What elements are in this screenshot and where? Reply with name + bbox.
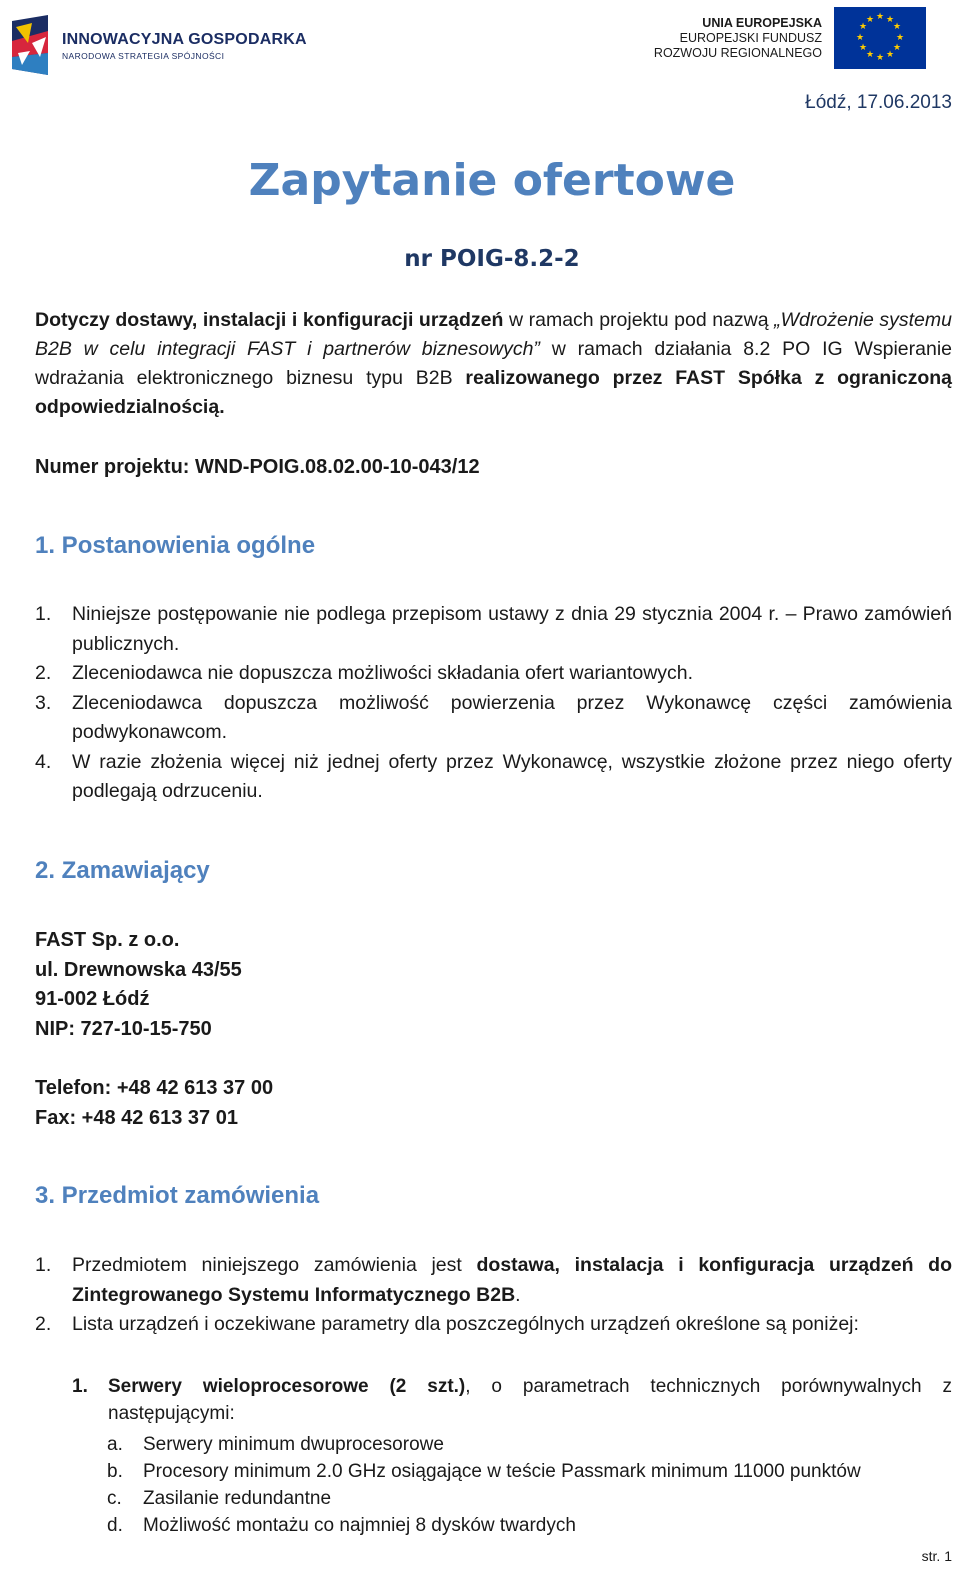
svg-text:★: ★ [855, 33, 865, 43]
list-item-text: Lista urządzeń i oczekiwane parametry dla poszczególnych urządzeń określone są poniżej: [72, 1313, 859, 1335]
svg-text:★: ★ [885, 50, 895, 60]
list-item-number: 2. [35, 662, 52, 684]
eu-logo-line2: EUROPEJSKI FUNDUSZ [679, 30, 822, 45]
parameter-item [107, 1458, 952, 1485]
project-number: Numer projektu: WND-POIG.08.02.00-10-043/12 [35, 456, 480, 478]
company-name: FAST Sp. z o.o. [35, 929, 180, 951]
intro-project-name: „Wdrożenie systemu B2B w celu integracji FAST i partnerów biznesowych” [35, 309, 952, 360]
svg-text:★: ★ [865, 15, 875, 25]
intro-text-2: w ramach działania 8.2 PO IG Wspieranie wdrażania elektronicznego biznesu typu B2B [35, 338, 952, 389]
eu-logo-line1: UNIA EUROPEJSKA [702, 15, 822, 30]
intro-text-1: w ramach projektu pod nazwą [503, 309, 775, 331]
device-parameters-list [107, 1431, 952, 1539]
company-street: ul. Drewnowska 43/55 [35, 958, 242, 981]
list-item [35, 689, 952, 748]
order-subject-list [35, 1251, 952, 1340]
intro-bold-1: Dotyczy dostawy, instalacji i konfiguracji urządzeń [35, 309, 504, 331]
parameter-item-text: Zasilanie redundantne [143, 1488, 332, 1509]
eu-logo-line3: ROZWOJU REGIONALNEGO [653, 45, 822, 60]
device-item-text [108, 1373, 952, 1427]
page-number: str. 1 [921, 1548, 952, 1564]
section-heading-ordering-party: 2. Zamawiający [35, 857, 210, 884]
svg-text:★: ★ [885, 15, 895, 25]
ordering-party-contact [35, 1074, 273, 1133]
intro-paragraph [35, 306, 952, 422]
list-item [35, 748, 952, 807]
list-item-text-part: . [515, 1283, 521, 1306]
list-item [35, 1251, 952, 1310]
list-item-number: 3. [35, 691, 52, 714]
company-nip: NIP: 727-10-15-750 [35, 1017, 212, 1040]
innowacyjna-gospodarka-emblem-icon [8, 13, 52, 79]
parameter-item-letter: c. [107, 1488, 122, 1509]
parameter-item-text: Możliwość montażu co najmniej 8 dysków twardych [143, 1515, 576, 1536]
parameter-item [107, 1485, 952, 1512]
list-item-number: 1. [35, 603, 52, 625]
parameter-item [107, 1512, 952, 1539]
svg-text:★: ★ [892, 43, 902, 53]
list-item-text-part: Przedmiotem niniejszego zamówienia jest [72, 1254, 477, 1276]
eu-logo [654, 6, 926, 70]
parameter-item-letter: b. [107, 1461, 123, 1482]
innowacyjna-gospodarka-logo [8, 10, 318, 82]
device-item [72, 1373, 952, 1427]
list-item-text: Niniejsze postępowanie nie podlega przepisom ustawy z dnia 29 stycznia 2004 r. – Prawo zamówień publicznych. [72, 603, 952, 655]
list-item-text [72, 1251, 952, 1310]
list-item [35, 1310, 952, 1340]
list-item-text: Zleceniodawca nie dopuszcza możliwości składania ofert wariantowych. [72, 662, 694, 684]
document-date: Łódź, 17.06.2013 [805, 92, 952, 113]
list-item [35, 600, 952, 659]
logo-left-title: INNOWACYJNA GOSPODARKA [62, 31, 307, 48]
company-city: 91-002 Łódź [35, 988, 150, 1010]
parameter-item-letter: d. [107, 1515, 123, 1536]
device-item-description: , o parametrach technicznych porównywalnych z następującymi: [108, 1376, 952, 1424]
list-item-text: Zleceniodawca dopuszcza możliwość powierzenia przez Wykonawcę części zamówienia podwykonawcom. [72, 691, 952, 743]
logo-left-subtitle: NARODOWA STRATEGIA SPÓJNOŚCI [62, 51, 225, 61]
general-provisions-list [35, 600, 952, 807]
list-item-number: 2. [35, 1313, 52, 1335]
list-item-bold-part: dostawa, instalacja i konfiguracja urządzeń do Zintegrowanego Systemu Informatycznego B2B [72, 1254, 952, 1306]
parameter-item-text: Procesory minimum 2.0 GHz osiągające w teście Passmark minimum 11000 punktów [143, 1461, 861, 1482]
page-title: Zapytanie ofertowe [248, 155, 736, 206]
eu-flag-icon [834, 7, 926, 69]
document-number: nr POIG-8.2-2 [404, 246, 580, 272]
list-item-number: 1. [35, 1254, 52, 1276]
list-item-text: W razie złożenia więcej niż jednej oferty przez Wykonawcę, wszystkie złożone przez niego oferty podlegają odrzuceniu. [72, 750, 952, 802]
list-item-number: 4. [35, 750, 52, 773]
list-item [35, 659, 952, 689]
company-fax: Fax: +48 42 613 37 01 [35, 1106, 238, 1129]
parameter-item-text: Serwery minimum dwuprocesorowe [143, 1434, 444, 1455]
device-item-name: Serwery wieloprocesorowe (2 szt.) [108, 1376, 466, 1397]
svg-text:★: ★ [858, 43, 868, 53]
svg-text:★: ★ [875, 53, 885, 63]
parameter-item-letter: a. [107, 1434, 123, 1455]
svg-text:★: ★ [858, 22, 868, 32]
parameter-item [107, 1431, 952, 1458]
section-heading-general-provisions: 1. Postanowienia ogólne [35, 532, 316, 559]
svg-text:★: ★ [892, 22, 902, 32]
device-item-number: 1. [72, 1376, 88, 1397]
intro-bold-2: realizowanego przez FAST Spółka z ograniczoną odpowiedzialnością. [35, 367, 952, 418]
company-phone: Telefon: +48 42 613 37 00 [35, 1077, 274, 1099]
svg-text:★: ★ [895, 33, 905, 43]
svg-text:★: ★ [865, 50, 875, 60]
svg-text:★: ★ [875, 12, 885, 22]
ordering-party-address [35, 926, 242, 1044]
device-list [72, 1373, 952, 1427]
section-heading-order-subject: 3. Przedmiot zamówienia [35, 1182, 320, 1209]
